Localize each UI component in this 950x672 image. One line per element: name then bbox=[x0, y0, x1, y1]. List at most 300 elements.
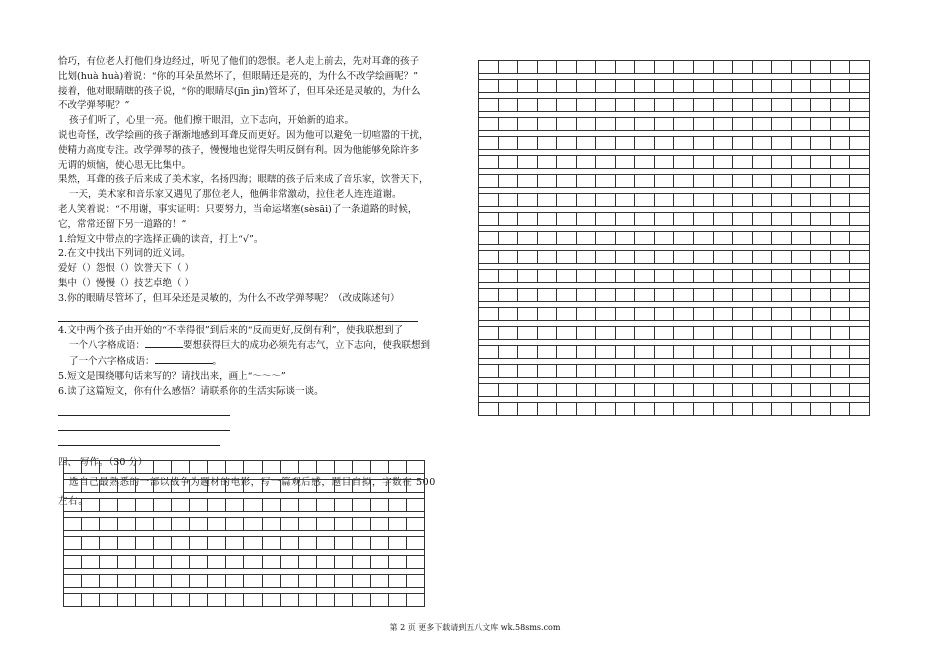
grid-cell[interactable] bbox=[100, 480, 118, 492]
grid-cell[interactable] bbox=[538, 270, 558, 282]
grid-cell[interactable] bbox=[772, 156, 792, 168]
grid-cell[interactable] bbox=[792, 270, 812, 282]
grid-cell[interactable] bbox=[811, 118, 831, 130]
grid-cell[interactable] bbox=[694, 99, 714, 111]
grid-cell[interactable] bbox=[538, 289, 558, 301]
grid-cell[interactable] bbox=[407, 480, 424, 492]
grid-cell[interactable] bbox=[244, 480, 262, 492]
grid-cell[interactable] bbox=[244, 461, 262, 473]
grid-cell[interactable] bbox=[499, 403, 519, 415]
grid-cell[interactable] bbox=[407, 556, 424, 568]
grid-cell[interactable] bbox=[694, 80, 714, 92]
grid-cell[interactable] bbox=[674, 384, 694, 396]
grid-cell[interactable] bbox=[753, 118, 773, 130]
grid-cell[interactable] bbox=[299, 594, 317, 606]
grid-cell[interactable] bbox=[616, 384, 636, 396]
grid-cell[interactable] bbox=[831, 251, 851, 263]
grid-cell[interactable] bbox=[190, 537, 208, 549]
grid-cell[interactable] bbox=[753, 289, 773, 301]
grid-cell[interactable] bbox=[244, 594, 262, 606]
grid-cell[interactable] bbox=[694, 175, 714, 187]
grid-cell[interactable] bbox=[850, 365, 869, 377]
grid-cell[interactable] bbox=[733, 327, 753, 339]
grid-cell[interactable] bbox=[353, 537, 371, 549]
grid-cell[interactable] bbox=[596, 346, 616, 358]
grid-cell[interactable] bbox=[850, 99, 869, 111]
grid-cell[interactable] bbox=[635, 99, 655, 111]
grid-cell[interactable] bbox=[596, 251, 616, 263]
grid-cell[interactable] bbox=[596, 289, 616, 301]
grid-cell[interactable] bbox=[694, 251, 714, 263]
grid-cell[interactable] bbox=[136, 556, 154, 568]
grid-cell[interactable] bbox=[694, 232, 714, 244]
grid-cell[interactable] bbox=[557, 118, 577, 130]
grid-cell[interactable] bbox=[772, 327, 792, 339]
grid-cell[interactable] bbox=[172, 518, 190, 530]
grid-cell[interactable] bbox=[596, 384, 616, 396]
grid-cell[interactable] bbox=[733, 80, 753, 92]
grid-cell[interactable] bbox=[772, 61, 792, 73]
grid-cell[interactable] bbox=[335, 461, 353, 473]
grid-cell[interactable] bbox=[811, 327, 831, 339]
grid-cell[interactable] bbox=[714, 327, 734, 339]
grid-cell[interactable] bbox=[714, 365, 734, 377]
grid-cell[interactable] bbox=[335, 499, 353, 511]
grid-cell[interactable] bbox=[635, 137, 655, 149]
grid-cell[interactable] bbox=[635, 289, 655, 301]
grid-cell[interactable] bbox=[479, 327, 499, 339]
grid-cell[interactable] bbox=[281, 518, 299, 530]
composition-grid-left[interactable] bbox=[63, 460, 425, 607]
grid-cell[interactable] bbox=[281, 556, 299, 568]
grid-cell[interactable] bbox=[792, 365, 812, 377]
grid-cell[interactable] bbox=[850, 384, 869, 396]
grid-cell[interactable] bbox=[733, 289, 753, 301]
grid-cell[interactable] bbox=[172, 537, 190, 549]
grid-cell[interactable] bbox=[772, 80, 792, 92]
grid-cell[interactable] bbox=[136, 518, 154, 530]
grid-cell[interactable] bbox=[577, 403, 597, 415]
grid-cell[interactable] bbox=[407, 518, 424, 530]
grid-cell[interactable] bbox=[518, 232, 538, 244]
grid-cell[interactable] bbox=[616, 213, 636, 225]
grid-cell[interactable] bbox=[694, 308, 714, 320]
grid-cell[interactable] bbox=[850, 137, 869, 149]
grid-cell[interactable] bbox=[518, 308, 538, 320]
grid-cell[interactable] bbox=[557, 232, 577, 244]
grid-cell[interactable] bbox=[694, 403, 714, 415]
grid-cell[interactable] bbox=[714, 289, 734, 301]
grid-cell[interactable] bbox=[371, 499, 389, 511]
grid-cell[interactable] bbox=[538, 365, 558, 377]
grid-cell[interactable] bbox=[811, 365, 831, 377]
grid-cell[interactable] bbox=[64, 518, 82, 530]
grid-cell[interactable] bbox=[714, 308, 734, 320]
grid-cell[interactable] bbox=[772, 365, 792, 377]
grid-cell[interactable] bbox=[850, 61, 869, 73]
grid-cell[interactable] bbox=[538, 61, 558, 73]
grid-cell[interactable] bbox=[557, 80, 577, 92]
grid-cell[interactable] bbox=[479, 384, 499, 396]
grid-cell[interactable] bbox=[577, 137, 597, 149]
grid-cell[interactable] bbox=[82, 575, 100, 587]
grid-cell[interactable] bbox=[353, 461, 371, 473]
grid-cell[interactable] bbox=[596, 80, 616, 92]
grid-cell[interactable] bbox=[635, 384, 655, 396]
grid-cell[interactable] bbox=[616, 403, 636, 415]
grid-cell[interactable] bbox=[479, 308, 499, 320]
grid-cell[interactable] bbox=[655, 232, 675, 244]
grid-cell[interactable] bbox=[226, 556, 244, 568]
grid-cell[interactable] bbox=[850, 213, 869, 225]
grid-cell[interactable] bbox=[831, 156, 851, 168]
grid-cell[interactable] bbox=[190, 480, 208, 492]
grid-cell[interactable] bbox=[674, 80, 694, 92]
grid-cell[interactable] bbox=[772, 346, 792, 358]
grid-cell[interactable] bbox=[371, 594, 389, 606]
grid-cell[interactable] bbox=[263, 461, 281, 473]
answer-line[interactable] bbox=[58, 433, 220, 446]
grid-cell[interactable] bbox=[82, 594, 100, 606]
grid-cell[interactable] bbox=[82, 499, 100, 511]
grid-cell[interactable] bbox=[850, 403, 869, 415]
grid-cell[interactable] bbox=[694, 156, 714, 168]
grid-cell[interactable] bbox=[118, 594, 136, 606]
grid-cell[interactable] bbox=[82, 556, 100, 568]
grid-cell[interactable] bbox=[557, 61, 577, 73]
grid-cell[interactable] bbox=[753, 384, 773, 396]
grid-cell[interactable] bbox=[64, 575, 82, 587]
grid-cell[interactable] bbox=[714, 175, 734, 187]
grid-cell[interactable] bbox=[674, 99, 694, 111]
grid-cell[interactable] bbox=[263, 518, 281, 530]
grid-cell[interactable] bbox=[518, 289, 538, 301]
grid-cell[interactable] bbox=[208, 537, 226, 549]
grid-cell[interactable] bbox=[674, 118, 694, 130]
grid-cell[interactable] bbox=[389, 499, 407, 511]
grid-cell[interactable] bbox=[226, 594, 244, 606]
grid-cell[interactable] bbox=[616, 61, 636, 73]
grid-cell[interactable] bbox=[694, 384, 714, 396]
grid-cell[interactable] bbox=[244, 575, 262, 587]
grid-cell[interactable] bbox=[694, 194, 714, 206]
grid-cell[interactable] bbox=[616, 99, 636, 111]
grid-cell[interactable] bbox=[850, 308, 869, 320]
grid-cell[interactable] bbox=[518, 80, 538, 92]
grid-cell[interactable] bbox=[850, 232, 869, 244]
grid-cell[interactable] bbox=[792, 289, 812, 301]
grid-cell[interactable] bbox=[674, 270, 694, 282]
grid-cell[interactable] bbox=[772, 403, 792, 415]
grid-cell[interactable] bbox=[811, 213, 831, 225]
grid-cell[interactable] bbox=[100, 518, 118, 530]
grid-cell[interactable] bbox=[674, 232, 694, 244]
grid-cell[interactable] bbox=[407, 499, 424, 511]
grid-cell[interactable] bbox=[64, 537, 82, 549]
grid-cell[interactable] bbox=[64, 499, 82, 511]
grid-cell[interactable] bbox=[714, 232, 734, 244]
grid-cell[interactable] bbox=[577, 384, 597, 396]
grid-cell[interactable] bbox=[64, 594, 82, 606]
grid-cell[interactable] bbox=[538, 118, 558, 130]
grid-cell[interactable] bbox=[733, 156, 753, 168]
grid-cell[interactable] bbox=[577, 346, 597, 358]
grid-cell[interactable] bbox=[281, 537, 299, 549]
grid-cell[interactable] bbox=[714, 346, 734, 358]
answer-line[interactable] bbox=[58, 403, 230, 416]
grid-cell[interactable] bbox=[172, 499, 190, 511]
idiom-blank-1[interactable] bbox=[145, 338, 183, 348]
grid-cell[interactable] bbox=[100, 575, 118, 587]
grid-cell[interactable] bbox=[753, 99, 773, 111]
grid-cell[interactable] bbox=[616, 194, 636, 206]
grid-cell[interactable] bbox=[518, 384, 538, 396]
grid-cell[interactable] bbox=[226, 461, 244, 473]
grid-cell[interactable] bbox=[479, 213, 499, 225]
grid-cell[interactable] bbox=[335, 556, 353, 568]
grid-cell[interactable] bbox=[792, 213, 812, 225]
grid-cell[interactable] bbox=[753, 194, 773, 206]
grid-cell[interactable] bbox=[557, 346, 577, 358]
grid-cell[interactable] bbox=[772, 194, 792, 206]
grid-cell[interactable] bbox=[538, 384, 558, 396]
grid-cell[interactable] bbox=[577, 61, 597, 73]
grid-cell[interactable] bbox=[811, 251, 831, 263]
grid-cell[interactable] bbox=[518, 175, 538, 187]
grid-cell[interactable] bbox=[792, 384, 812, 396]
grid-cell[interactable] bbox=[479, 346, 499, 358]
grid-cell[interactable] bbox=[733, 232, 753, 244]
grid-cell[interactable] bbox=[655, 80, 675, 92]
grid-cell[interactable] bbox=[616, 118, 636, 130]
grid-cell[interactable] bbox=[335, 537, 353, 549]
grid-cell[interactable] bbox=[82, 537, 100, 549]
grid-cell[interactable] bbox=[635, 251, 655, 263]
grid-cell[interactable] bbox=[831, 308, 851, 320]
grid-cell[interactable] bbox=[538, 175, 558, 187]
grid-cell[interactable] bbox=[753, 403, 773, 415]
grid-cell[interactable] bbox=[172, 480, 190, 492]
grid-cell[interactable] bbox=[811, 346, 831, 358]
grid-cell[interactable] bbox=[733, 61, 753, 73]
grid-cell[interactable] bbox=[655, 194, 675, 206]
grid-cell[interactable] bbox=[635, 118, 655, 130]
grid-cell[interactable] bbox=[792, 175, 812, 187]
grid-cell[interactable] bbox=[407, 461, 424, 473]
grid-cell[interactable] bbox=[407, 537, 424, 549]
grid-cell[interactable] bbox=[596, 213, 616, 225]
grid-cell[interactable] bbox=[335, 594, 353, 606]
grid-cell[interactable] bbox=[635, 80, 655, 92]
grid-cell[interactable] bbox=[733, 346, 753, 358]
grid-cell[interactable] bbox=[208, 594, 226, 606]
grid-cell[interactable] bbox=[244, 518, 262, 530]
grid-cell[interactable] bbox=[518, 137, 538, 149]
grid-cell[interactable] bbox=[499, 270, 519, 282]
grid-cell[interactable] bbox=[518, 156, 538, 168]
grid-cell[interactable] bbox=[792, 346, 812, 358]
grid-cell[interactable] bbox=[154, 499, 172, 511]
grid-cell[interactable] bbox=[831, 232, 851, 244]
grid-cell[interactable] bbox=[136, 575, 154, 587]
grid-cell[interactable] bbox=[635, 270, 655, 282]
grid-cell[interactable] bbox=[499, 137, 519, 149]
grid-cell[interactable] bbox=[674, 308, 694, 320]
grid-cell[interactable] bbox=[714, 61, 734, 73]
grid-cell[interactable] bbox=[389, 556, 407, 568]
grid-cell[interactable] bbox=[792, 99, 812, 111]
grid-cell[interactable] bbox=[518, 99, 538, 111]
grid-cell[interactable] bbox=[100, 499, 118, 511]
grid-cell[interactable] bbox=[499, 213, 519, 225]
grid-cell[interactable] bbox=[596, 308, 616, 320]
grid-cell[interactable] bbox=[557, 194, 577, 206]
grid-cell[interactable] bbox=[811, 289, 831, 301]
grid-cell[interactable] bbox=[733, 118, 753, 130]
grid-cell[interactable] bbox=[850, 327, 869, 339]
grid-cell[interactable] bbox=[389, 594, 407, 606]
grid-cell[interactable] bbox=[389, 575, 407, 587]
grid-cell[interactable] bbox=[136, 499, 154, 511]
grid-cell[interactable] bbox=[136, 537, 154, 549]
grid-cell[interactable] bbox=[850, 289, 869, 301]
grid-cell[interactable] bbox=[577, 232, 597, 244]
grid-cell[interactable] bbox=[616, 270, 636, 282]
grid-cell[interactable] bbox=[733, 213, 753, 225]
grid-cell[interactable] bbox=[577, 365, 597, 377]
grid-cell[interactable] bbox=[811, 194, 831, 206]
grid-cell[interactable] bbox=[733, 251, 753, 263]
grid-cell[interactable] bbox=[557, 384, 577, 396]
grid-cell[interactable] bbox=[714, 270, 734, 282]
grid-cell[interactable] bbox=[733, 308, 753, 320]
grid-cell[interactable] bbox=[694, 346, 714, 358]
grid-cell[interactable] bbox=[596, 270, 616, 282]
grid-cell[interactable] bbox=[100, 594, 118, 606]
grid-cell[interactable] bbox=[557, 137, 577, 149]
grid-cell[interactable] bbox=[479, 270, 499, 282]
grid-cell[interactable] bbox=[674, 175, 694, 187]
grid-cell[interactable] bbox=[263, 537, 281, 549]
grid-cell[interactable] bbox=[753, 213, 773, 225]
grid-cell[interactable] bbox=[208, 575, 226, 587]
grid-cell[interactable] bbox=[753, 251, 773, 263]
grid-cell[interactable] bbox=[850, 80, 869, 92]
grid-cell[interactable] bbox=[479, 61, 499, 73]
grid-cell[interactable] bbox=[772, 251, 792, 263]
idiom-blank-2[interactable] bbox=[155, 354, 213, 364]
grid-cell[interactable] bbox=[577, 270, 597, 282]
grid-cell[interactable] bbox=[655, 61, 675, 73]
grid-cell[interactable] bbox=[190, 575, 208, 587]
grid-cell[interactable] bbox=[335, 518, 353, 530]
grid-cell[interactable] bbox=[635, 365, 655, 377]
grid-cell[interactable] bbox=[792, 308, 812, 320]
grid-cell[interactable] bbox=[407, 594, 424, 606]
grid-cell[interactable] bbox=[172, 556, 190, 568]
grid-cell[interactable] bbox=[172, 575, 190, 587]
grid-cell[interactable] bbox=[616, 80, 636, 92]
grid-cell[interactable] bbox=[518, 61, 538, 73]
grid-cell[interactable] bbox=[577, 118, 597, 130]
grid-cell[interactable] bbox=[733, 99, 753, 111]
grid-cell[interactable] bbox=[317, 461, 335, 473]
grid-cell[interactable] bbox=[792, 137, 812, 149]
grid-cell[interactable] bbox=[596, 156, 616, 168]
grid-cell[interactable] bbox=[850, 346, 869, 358]
grid-cell[interactable] bbox=[831, 137, 851, 149]
grid-cell[interactable] bbox=[479, 365, 499, 377]
grid-cell[interactable] bbox=[371, 480, 389, 492]
grid-cell[interactable] bbox=[154, 537, 172, 549]
grid-cell[interactable] bbox=[518, 251, 538, 263]
grid-cell[interactable] bbox=[353, 594, 371, 606]
grid-cell[interactable] bbox=[733, 384, 753, 396]
grid-cell[interactable] bbox=[694, 137, 714, 149]
grid-cell[interactable] bbox=[263, 480, 281, 492]
grid-cell[interactable] bbox=[64, 480, 82, 492]
grid-cell[interactable] bbox=[82, 518, 100, 530]
grid-cell[interactable] bbox=[518, 365, 538, 377]
grid-cell[interactable] bbox=[317, 518, 335, 530]
grid-cell[interactable] bbox=[499, 61, 519, 73]
grid-cell[interactable] bbox=[281, 461, 299, 473]
grid-cell[interactable] bbox=[208, 556, 226, 568]
grid-cell[interactable] bbox=[674, 213, 694, 225]
grid-cell[interactable] bbox=[479, 80, 499, 92]
grid-cell[interactable] bbox=[190, 461, 208, 473]
grid-cell[interactable] bbox=[850, 251, 869, 263]
grid-cell[interactable] bbox=[518, 346, 538, 358]
grid-cell[interactable] bbox=[694, 270, 714, 282]
grid-cell[interactable] bbox=[226, 575, 244, 587]
grid-cell[interactable] bbox=[792, 156, 812, 168]
grid-cell[interactable] bbox=[118, 556, 136, 568]
grid-cell[interactable] bbox=[538, 194, 558, 206]
grid-cell[interactable] bbox=[674, 346, 694, 358]
grid-cell[interactable] bbox=[479, 403, 499, 415]
grid-cell[interactable] bbox=[64, 461, 82, 473]
grid-cell[interactable] bbox=[208, 480, 226, 492]
grid-cell[interactable] bbox=[674, 137, 694, 149]
grid-cell[interactable] bbox=[655, 365, 675, 377]
grid-cell[interactable] bbox=[353, 556, 371, 568]
grid-cell[interactable] bbox=[118, 499, 136, 511]
grid-cell[interactable] bbox=[136, 461, 154, 473]
grid-cell[interactable] bbox=[753, 61, 773, 73]
grid-cell[interactable] bbox=[655, 251, 675, 263]
grid-cell[interactable] bbox=[772, 289, 792, 301]
grid-cell[interactable] bbox=[733, 137, 753, 149]
grid-cell[interactable] bbox=[811, 270, 831, 282]
grid-cell[interactable] bbox=[263, 575, 281, 587]
grid-cell[interactable] bbox=[733, 365, 753, 377]
grid-cell[interactable] bbox=[118, 518, 136, 530]
grid-cell[interactable] bbox=[811, 308, 831, 320]
grid-cell[interactable] bbox=[208, 518, 226, 530]
grid-cell[interactable] bbox=[518, 213, 538, 225]
grid-cell[interactable] bbox=[714, 213, 734, 225]
grid-cell[interactable] bbox=[635, 232, 655, 244]
grid-cell[interactable] bbox=[772, 232, 792, 244]
grid-cell[interactable] bbox=[596, 194, 616, 206]
grid-cell[interactable] bbox=[281, 499, 299, 511]
grid-cell[interactable] bbox=[596, 232, 616, 244]
grid-cell[interactable] bbox=[655, 289, 675, 301]
grid-cell[interactable] bbox=[753, 308, 773, 320]
grid-cell[interactable] bbox=[635, 403, 655, 415]
grid-cell[interactable] bbox=[674, 365, 694, 377]
